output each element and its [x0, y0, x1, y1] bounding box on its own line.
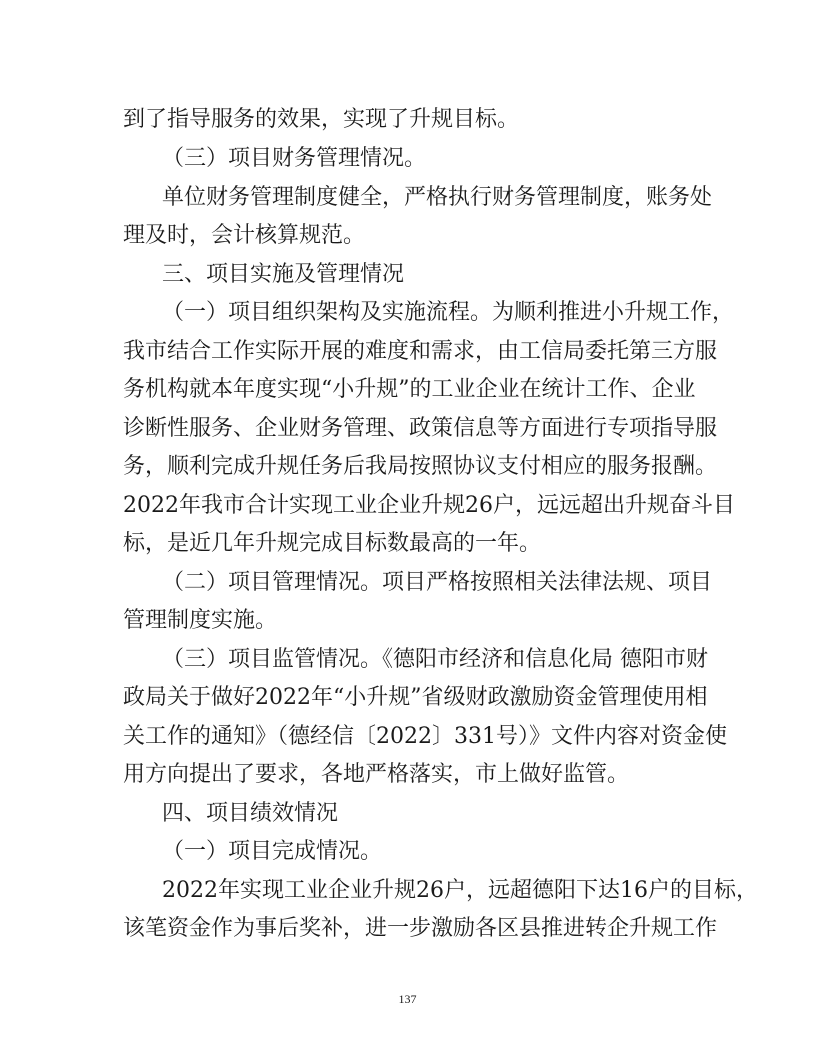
text-line: 该笔资金作为事后奖补，进一步激励各区县推进转企升规工作: [123, 916, 718, 941]
text-line: 单位财务管理制度健全，严格执行财务管理制度，账务处: [162, 185, 713, 210]
text-line: 政局关于做好2022年“小升规”省级财政激励资金管理使用相: [123, 685, 708, 710]
text-line: （二）项目管理情况。项目严格按照相关法律法规、项目: [162, 570, 713, 595]
text-line: （三）项目监管情况。《德阳市经济和信息化局 德阳市财: [162, 647, 708, 672]
section-heading: 四、项目绩效情况: [162, 801, 339, 826]
page-number: 137: [398, 992, 417, 1006]
section-heading: （三）项目财务管理情况。: [162, 146, 427, 171]
section-heading: （一）项目完成情况。: [162, 839, 383, 864]
text-line: 2022年实现工业企业升规26户，远超德阳下达16户的目标，: [162, 878, 758, 903]
text-line: 用方向提出了要求，各地严格落实，市上做好监管。: [123, 762, 630, 787]
text-line: 2022年我市合计实现工业企业升规26户，远远超出升规奋斗目: [123, 493, 735, 518]
section-heading: 三、项目实施及管理情况: [162, 262, 405, 287]
text-line: 到了指导服务的效果，实现了升规目标。: [123, 107, 520, 132]
text-line: 标，是近几年升规完成目标数最高的一年。: [123, 531, 542, 556]
text-line: 务机构就本年度实现“小升规”的工业企业在统计工作、企业: [123, 377, 696, 402]
text-line: 我市结合工作实际开展的难度和需求，由工信局委托第三方服: [123, 339, 718, 364]
text-line: 理及时，会计核算规范。: [123, 223, 366, 248]
text-line: 务，顺利完成升规任务后我局按照协议支付相应的服务报酬。: [123, 454, 718, 479]
text-line: （一）项目组织架构及实施流程。为顺利推进小升规工作，: [162, 300, 735, 325]
text-line: 管理制度实施。: [123, 608, 278, 633]
text-line: 诊断性服务、企业财务管理、政策信息等方面进行专项指导服: [123, 416, 718, 441]
text-line: 关工作的通知》（德经信〔2022〕331号）》文件内容对资金使: [123, 724, 727, 749]
